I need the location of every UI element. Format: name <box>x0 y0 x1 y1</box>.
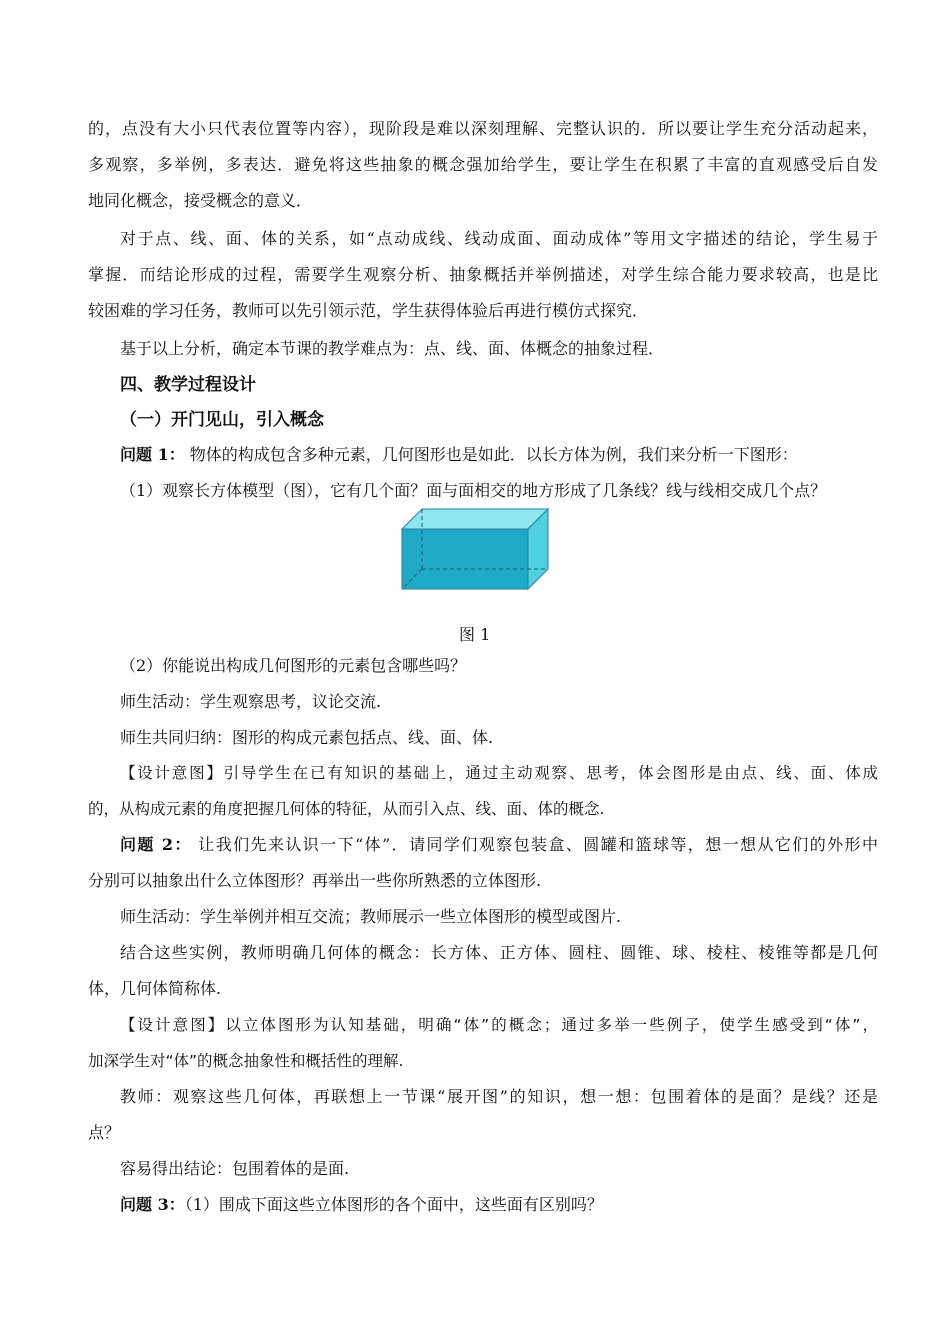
paragraph-line: 较困难的学习任务，教师可以先引领示范，学生获得体验后再进行模仿式探究． <box>88 301 649 320</box>
question-label: 问题 3： <box>120 1195 185 1214</box>
teacher-line: 教师：观察这些几何体，再联想上一节课“展开图”的知识，想一想：包围着体的是面？是线？还是 <box>120 1087 878 1106</box>
paragraph-line: 地同化概念，接受概念的意义． <box>88 191 313 210</box>
conclusion-text: 容易得出结论：包围着体的是面. <box>120 1159 350 1178</box>
activity-text: 师生活动：学生举例并相互交流；教师展示一些立体图形的模型或图片. <box>120 907 622 926</box>
question-text: （1）围成下面这些立体图形的各个面中，这些面有区别吗？ <box>184 1195 603 1214</box>
concept-line: 体，几何体简称体. <box>88 979 222 998</box>
design-intent-line: 【设计意图】引导学生在已有知识的基础上，通过主动观察、思考，体会图形是由点、线、面、体成 <box>120 764 878 782</box>
question-label: 问题 2： <box>120 835 192 854</box>
question-label: 问题 1： <box>120 445 185 464</box>
design-intent-line: 【设计意图】以立体图形为认知基础，明确“体”的概念；通过多举一些例子，使学生感受到“体”， <box>120 1016 878 1034</box>
summary-text: 师生共同归纳：图形的构成元素包括点、线、面、体. <box>120 728 494 747</box>
activity-text: 师生活动：学生观察思考，议论交流. <box>120 692 382 711</box>
teacher-line: 点？ <box>88 1123 121 1142</box>
cuboid-top-face <box>402 509 548 529</box>
design-intent-line: 加深学生对“体”的概念抽象性和概括性的理解. <box>88 1052 404 1070</box>
concept-line: 结合这些实例，教师明确几何体的概念：长方体、正方体、圆柱、圆锥、球、棱柱、棱锥等都是几何 <box>120 943 878 962</box>
paragraph-line: 对于点、线、面、体的关系，如“点动成线、线动成面、面动成体”等用文字描述的结论，学生易于 <box>120 229 878 248</box>
question-text: 物体的构成包含多种元素，几何图形也是如此．以长方体为例，我们来分析一下图形： <box>184 445 798 464</box>
design-intent-line: 的，从构成元素的角度把握几何体的特征，从而引入点、线、面、体的概念. <box>88 800 605 818</box>
cuboid-front-face <box>402 529 528 589</box>
question-item: （1）观察长方体模型（图），它有几个面？面与面相交的地方形成了几条线？线与线相交成几个点？ <box>120 481 827 500</box>
subsection-heading: （一）开门见山，引入概念 <box>120 410 324 430</box>
paragraph-line: 的，点没有大小只代表位置等内容），现阶段是难以深刻理解、完整认识的．所以要让学生充分活动起来， <box>88 119 878 138</box>
question-1 <box>120 444 798 466</box>
question-2 <box>120 834 878 856</box>
question-3 <box>120 1194 603 1216</box>
cuboid-figure <box>400 507 550 599</box>
paragraph-line: 掌握．而结论形成的过程，需要学生观察分析、抽象概括并举例描述，对学生综合能力要求较高，也是比 <box>88 265 878 284</box>
section-heading: 四、教学过程设计 <box>120 375 256 395</box>
question-text-line: 分别可以抽象出什么立体图形？再举出一些你所熟悉的立体图形. <box>88 871 542 890</box>
question-text: 让我们先来认识一下“体”．请同学们观察包装盒、圆罐和篮球等，想一想从它们的外形中 <box>191 835 878 854</box>
paragraph-line: 基于以上分析，确定本节课的教学难点为：点、线、面、体概念的抽象过程． <box>120 339 665 358</box>
paragraph-line: 多观察，多举例，多表达．避免将这些抽象的概念强加给学生，要让学生在积累了丰富的直观感受后自发 <box>88 155 878 174</box>
question-item: （2）你能说出构成几何图形的元素包含哪些吗？ <box>120 656 467 675</box>
figure-caption: 图 1 <box>459 625 491 644</box>
